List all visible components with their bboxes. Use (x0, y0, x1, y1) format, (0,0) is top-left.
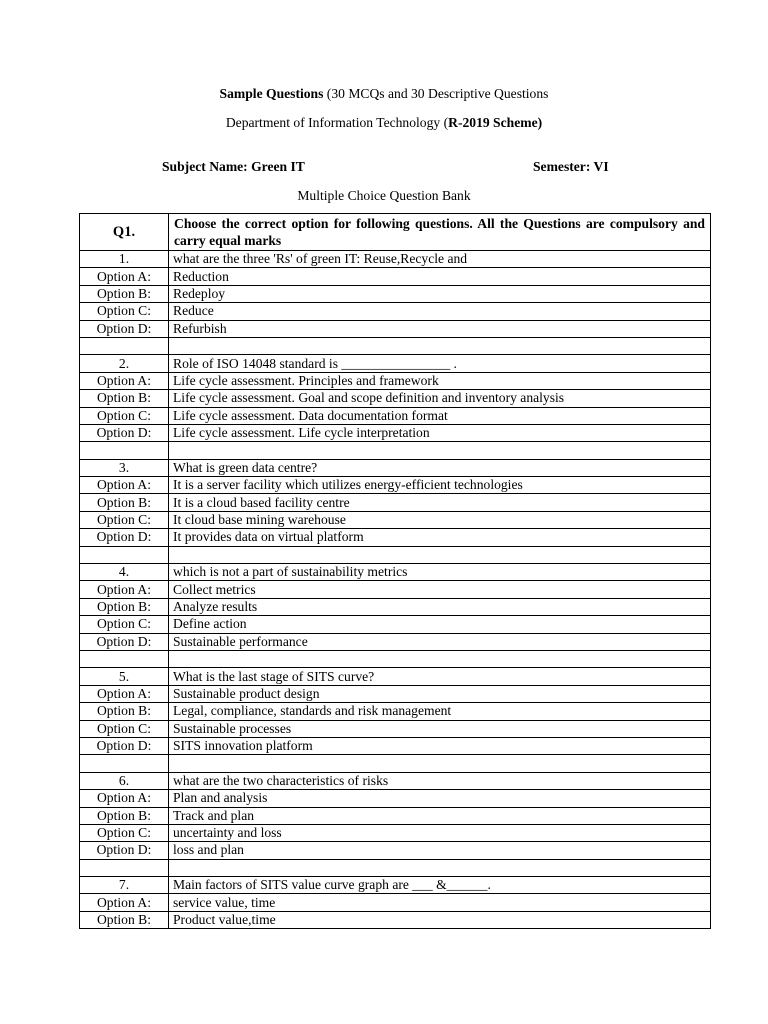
option-row (80, 685, 711, 702)
department-text: Department of Information Technology ( (225, 115, 449, 130)
option-text: Legal, compliance, standards and risk management (169, 703, 711, 720)
option-row (80, 598, 711, 615)
spacer-cell (80, 546, 169, 563)
question-number: 5. (80, 668, 169, 685)
spacer-cell (80, 859, 169, 876)
question-row (80, 251, 711, 268)
option-label: Option B: (80, 494, 169, 511)
department-line (0, 115, 768, 131)
option-text: uncertainty and loss (169, 824, 711, 841)
option-row (80, 790, 711, 807)
option-row (80, 285, 711, 302)
option-text: Sustainable product design (169, 685, 711, 702)
option-text: Sustainable performance (169, 633, 711, 650)
option-label: Option A: (80, 894, 169, 911)
question-row (80, 668, 711, 685)
option-text: Plan and analysis (169, 790, 711, 807)
option-label: Option B: (80, 911, 169, 928)
option-text: It provides data on virtual platform (169, 529, 711, 546)
question-text: Main factors of SITS value curve graph are ___ &______. (169, 877, 711, 894)
question-number: 7. (80, 877, 169, 894)
question-table (79, 213, 711, 929)
option-label: Option D: (80, 633, 169, 650)
option-text: Track and plan (169, 807, 711, 824)
option-row (80, 407, 711, 424)
option-text: Life cycle assessment. Life cycle interpretation (169, 424, 711, 441)
option-label: Option B: (80, 807, 169, 824)
spacer-row (80, 442, 711, 459)
option-row (80, 842, 711, 859)
option-row (80, 424, 711, 441)
spacer-row (80, 546, 711, 563)
option-row (80, 737, 711, 754)
header-question-label: Q1. (80, 214, 169, 251)
question-text: What is the last stage of SITS curve? (169, 668, 711, 685)
option-text: Reduction (169, 268, 711, 285)
spacer-cell (80, 650, 169, 667)
option-text: Sustainable processes (169, 720, 711, 737)
spacer-cell (80, 337, 169, 354)
option-label: Option D: (80, 842, 169, 859)
spacer-cell (80, 442, 169, 459)
option-text: Product value,time (169, 911, 711, 928)
option-label: Option B: (80, 390, 169, 407)
option-row (80, 807, 711, 824)
option-label: Option B: (80, 703, 169, 720)
option-text: It is a server facility which utilizes energy-efficient technologies (169, 477, 711, 494)
question-text: what are the three 'Rs' of green IT: Reuse,Recycle and (169, 251, 711, 268)
option-label: Option D: (80, 529, 169, 546)
question-number: 3. (80, 459, 169, 476)
option-row (80, 494, 711, 511)
option-text: Collect metrics (169, 581, 711, 598)
option-label: Option C: (80, 407, 169, 424)
option-text: Define action (169, 616, 711, 633)
question-text: Role of ISO 14048 standard is ________________ . (169, 355, 711, 372)
question-row (80, 355, 711, 372)
spacer-cell (169, 755, 711, 772)
spacer-cell (169, 442, 711, 459)
option-text: It cloud base mining warehouse (169, 511, 711, 528)
option-row (80, 320, 711, 337)
option-label: Option B: (80, 285, 169, 302)
option-row (80, 390, 711, 407)
option-text: Life cycle assessment. Goal and scope definition and inventory analysis (169, 390, 711, 407)
option-text: Analyze results (169, 598, 711, 615)
question-row (80, 564, 711, 581)
subject-name: Subject Name: Green IT (162, 159, 305, 174)
option-label: Option C: (80, 511, 169, 528)
option-text: SITS innovation platform (169, 737, 711, 754)
option-text: Reduce (169, 303, 711, 320)
option-label: Option A: (80, 790, 169, 807)
table-header-row (80, 214, 711, 251)
option-row (80, 268, 711, 285)
option-label: Option C: (80, 616, 169, 633)
option-text: loss and plan (169, 842, 711, 859)
title-bold: Sample Questions (219, 86, 324, 101)
option-text: Redeploy (169, 285, 711, 302)
option-row (80, 911, 711, 928)
title-rest: (30 MCQs and 30 Descriptive Questions (323, 86, 549, 101)
option-row (80, 616, 711, 633)
question-table-body (80, 214, 711, 929)
spacer-cell (80, 755, 169, 772)
option-label: Option D: (80, 737, 169, 754)
option-label: Option C: (80, 720, 169, 737)
document-title (0, 86, 768, 102)
spacer-row (80, 650, 711, 667)
option-label: Option A: (80, 581, 169, 598)
option-text: It is a cloud based facility centre (169, 494, 711, 511)
question-text: What is green data centre? (169, 459, 711, 476)
question-bank-title: Multiple Choice Question Bank (297, 188, 471, 203)
option-label: Option D: (80, 320, 169, 337)
scheme-text: R-2019 Scheme) (448, 115, 543, 130)
spacer-cell (169, 650, 711, 667)
option-row (80, 633, 711, 650)
question-number: 6. (80, 772, 169, 789)
option-row (80, 894, 711, 911)
spacer-cell (169, 546, 711, 563)
option-text: Life cycle assessment. Data documentation format (169, 407, 711, 424)
option-label: Option D: (80, 424, 169, 441)
question-text: what are the two characteristics of risks (169, 772, 711, 789)
question-text: which is not a part of sustainability metrics (169, 564, 711, 581)
option-label: Option B: (80, 598, 169, 615)
option-label: Option C: (80, 824, 169, 841)
question-number: 2. (80, 355, 169, 372)
question-row (80, 459, 711, 476)
option-row (80, 372, 711, 389)
option-row (80, 824, 711, 841)
header-instruction: Choose the correct option for following questions. All the Questions are compulsory and carry equal marks (169, 214, 711, 251)
option-row (80, 529, 711, 546)
question-row (80, 877, 711, 894)
spacer-row (80, 337, 711, 354)
option-text: Refurbish (169, 320, 711, 337)
option-label: Option A: (80, 477, 169, 494)
option-label: Option A: (80, 372, 169, 389)
spacer-cell (169, 859, 711, 876)
option-label: Option A: (80, 268, 169, 285)
question-number: 4. (80, 564, 169, 581)
option-label: Option C: (80, 303, 169, 320)
option-text: Life cycle assessment. Principles and framework (169, 372, 711, 389)
spacer-row (80, 755, 711, 772)
spacer-cell (169, 337, 711, 354)
spacer-row (80, 859, 711, 876)
option-row (80, 303, 711, 320)
option-text: service value, time (169, 894, 711, 911)
option-label: Option A: (80, 685, 169, 702)
option-row (80, 511, 711, 528)
question-number: 1. (80, 251, 169, 268)
question-row (80, 772, 711, 789)
option-row (80, 477, 711, 494)
semester: Semester: VI (533, 159, 609, 174)
option-row (80, 720, 711, 737)
option-row (80, 581, 711, 598)
option-row (80, 703, 711, 720)
